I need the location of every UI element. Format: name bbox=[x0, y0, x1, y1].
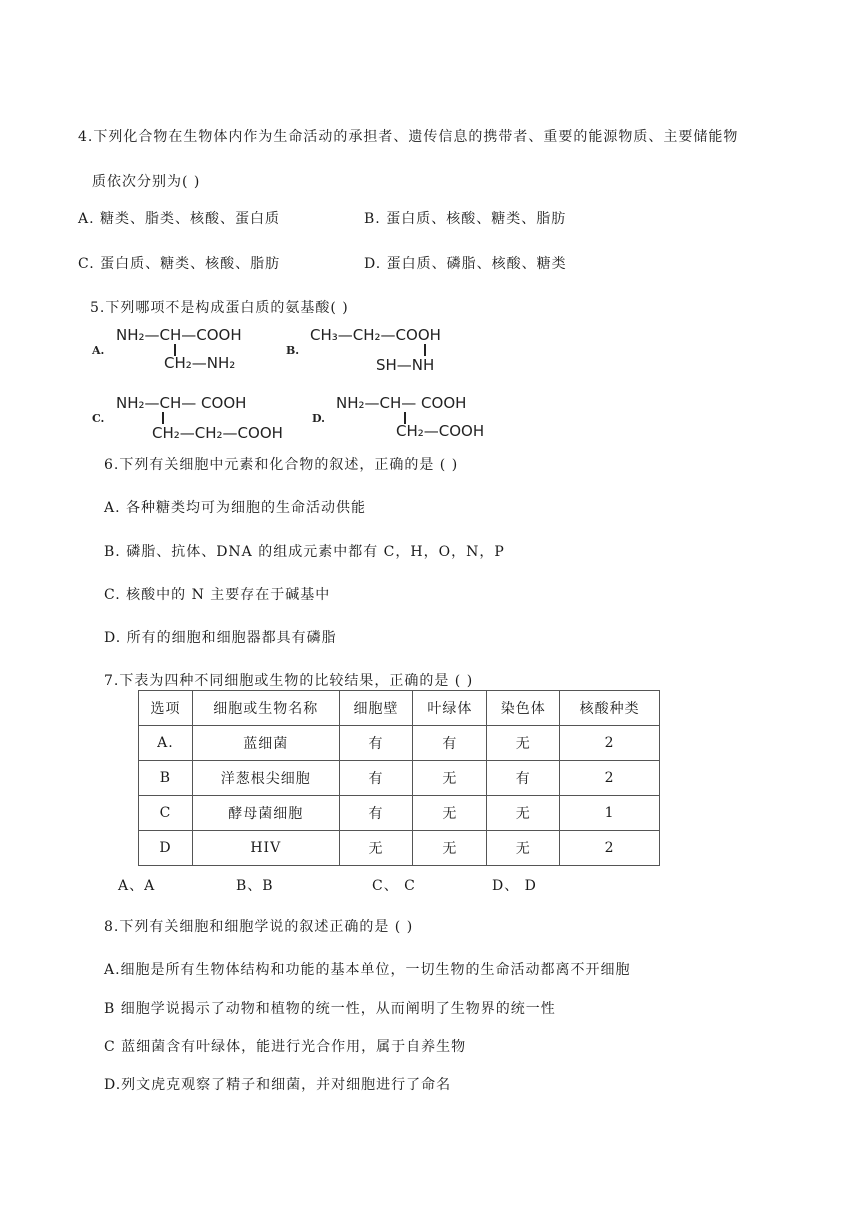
table-header-row bbox=[139, 691, 660, 726]
q6-option-b: B. 磷脂、抗体、DNA 的组成元素中都有 C，H，O，N，P bbox=[104, 544, 505, 560]
q5-c-top: NH₂—CH— COOH bbox=[116, 394, 247, 412]
table-cell: 酵母菌细胞 bbox=[192, 796, 339, 831]
table-cell: B bbox=[139, 761, 193, 796]
q5-c-bottom: CH₂—CH₂—COOH bbox=[152, 424, 283, 442]
table-cell: 有 bbox=[339, 726, 413, 761]
q5-d-label: D. bbox=[312, 412, 325, 425]
table-header-cell: 选项 bbox=[139, 691, 193, 726]
table-header-cell: 核酸种类 bbox=[560, 691, 660, 726]
q7-stem: 7.下表为四种不同细胞或生物的比较结果，正确的是 ( ) bbox=[104, 673, 474, 689]
q7-option-b: B、B bbox=[236, 878, 274, 894]
table-cell: 2 bbox=[560, 726, 660, 761]
table-cell: 蓝细菌 bbox=[192, 726, 339, 761]
q4-stem-line2: 质依次分别为( ) bbox=[92, 174, 201, 190]
table-row bbox=[139, 796, 660, 831]
q8-option-b: B 细胞学说揭示了动物和植物的统一性，从而阐明了生物界的统一性 bbox=[104, 1001, 556, 1017]
table-header-cell: 叶绿体 bbox=[413, 691, 487, 726]
table-cell: 洋葱根尖细胞 bbox=[192, 761, 339, 796]
table-header-cell: 染色体 bbox=[487, 691, 560, 726]
q5-a-label: A. bbox=[92, 344, 105, 357]
q7-option-a: A、A bbox=[118, 878, 156, 894]
q5-d-bottom: CH₂—COOH bbox=[396, 422, 485, 440]
table-cell: 有 bbox=[487, 761, 560, 796]
table-cell: 无 bbox=[339, 831, 413, 866]
table-row bbox=[139, 761, 660, 796]
table-cell: 无 bbox=[487, 831, 560, 866]
q5-b-top: CH₃—CH₂—COOH bbox=[310, 326, 441, 344]
table-row bbox=[139, 726, 660, 761]
table-row bbox=[139, 831, 660, 866]
table-cell: 2 bbox=[560, 761, 660, 796]
table-cell: 无 bbox=[413, 796, 487, 831]
q5-b-label: B. bbox=[286, 344, 300, 357]
q6-option-d: D. 所有的细胞和细胞器都具有磷脂 bbox=[104, 630, 337, 646]
q5-c-label: C. bbox=[92, 412, 105, 425]
q7-option-d: D、 D bbox=[492, 878, 537, 894]
q7-comparison-table bbox=[138, 690, 660, 866]
q5-b-bond bbox=[424, 344, 426, 356]
q6-option-a: A. 各种糖类均可为细胞的生命活动供能 bbox=[104, 500, 367, 516]
q5-structure-b bbox=[286, 324, 506, 376]
table-cell: 无 bbox=[487, 726, 560, 761]
q5-a-bottom: CH₂—NH₂ bbox=[164, 354, 236, 372]
table-cell: D bbox=[139, 831, 193, 866]
q5-stem: 5.下列哪项不是构成蛋白质的氨基酸( ) bbox=[90, 300, 349, 316]
q5-structure-c bbox=[90, 392, 300, 444]
table-cell: 有 bbox=[339, 761, 413, 796]
table-header-cell: 细胞壁 bbox=[339, 691, 413, 726]
table-cell: 有 bbox=[339, 796, 413, 831]
q6-stem: 6.下列有关细胞中元素和化合物的叙述，正确的是 ( ) bbox=[104, 457, 459, 473]
q4-option-c: C. 蛋白质、糖类、核酸、脂肪 bbox=[78, 256, 281, 272]
q5-d-top: NH₂—CH— COOH bbox=[336, 394, 467, 412]
q5-b-bottom: SH—NH bbox=[376, 356, 435, 374]
q4-option-a: A. 糖类、脂类、核酸、蛋白质 bbox=[78, 211, 281, 227]
q7-option-c: C、 C bbox=[372, 878, 416, 894]
table-cell: A. bbox=[139, 726, 193, 761]
q5-a-top: NH₂—CH—COOH bbox=[116, 326, 242, 344]
table-cell: C bbox=[139, 796, 193, 831]
table-cell: 2 bbox=[560, 831, 660, 866]
table-header-cell: 细胞或生物名称 bbox=[192, 691, 339, 726]
q4-option-b: B. 蛋白质、核酸、糖类、脂肪 bbox=[364, 211, 567, 227]
table-cell: 无 bbox=[413, 761, 487, 796]
table-cell: HIV bbox=[192, 831, 339, 866]
q8-option-a: A.细胞是所有生物体结构和功能的基本单位，一切生物的生命活动都离不开细胞 bbox=[104, 962, 631, 978]
q6-option-c: C. 核酸中的 N 主要存在于碱基中 bbox=[104, 587, 331, 603]
q8-option-c: C 蓝细菌含有叶绿体，能进行光合作用，属于自养生物 bbox=[104, 1039, 467, 1055]
table-cell: 无 bbox=[413, 831, 487, 866]
table-cell: 无 bbox=[487, 796, 560, 831]
q4-option-d: D. 蛋白质、磷脂、核酸、糖类 bbox=[364, 256, 567, 272]
q5-structure-a bbox=[90, 324, 280, 376]
q8-stem: 8.下列有关细胞和细胞学说的叙述正确的是 ( ) bbox=[104, 919, 414, 935]
q8-option-d: D.列文虎克观察了精子和细菌，并对细胞进行了命名 bbox=[104, 1077, 452, 1093]
q4-stem-line1: 4.下列化合物在生物体内作为生命活动的承担者、遗传信息的携带者、重要的能源物质、主要储能物 bbox=[78, 129, 739, 145]
table-cell: 1 bbox=[560, 796, 660, 831]
table-cell: 有 bbox=[413, 726, 487, 761]
q5-c-bond bbox=[162, 412, 164, 424]
q5-structure-d bbox=[312, 392, 532, 444]
